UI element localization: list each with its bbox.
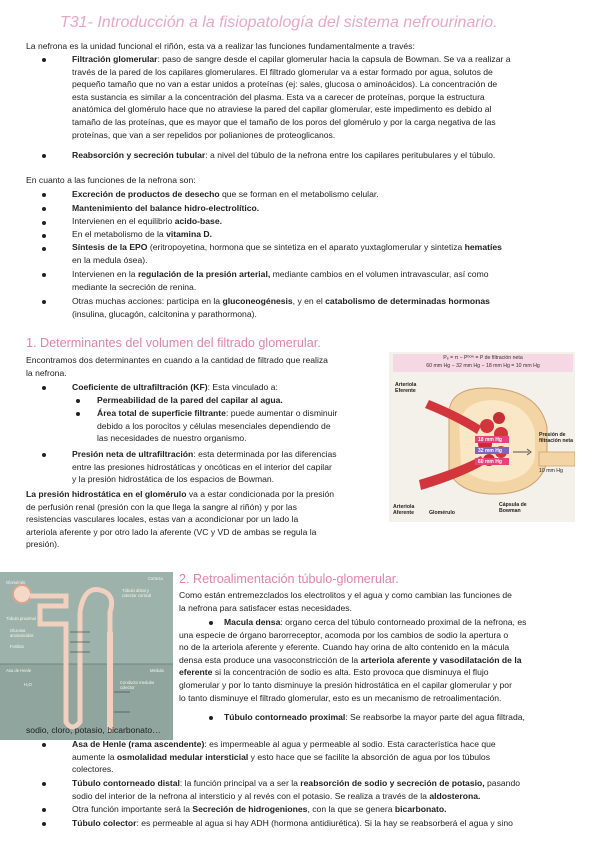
intro-paragraph: La nefrona es la unidad funcional el riñón, esta va a realizar las funciones fundamentalmente a través: [26, 41, 415, 51]
s2-text: densa esta produce una vasoconstricción de la [179, 654, 361, 665]
s2-bold: osmolalidad medular intersticial [116, 751, 249, 762]
fn-text: En el metabolismo de la [72, 229, 167, 239]
presion-hidrostatica-paragraph [26, 488, 386, 551]
s2-text: Otra función importante será la [72, 804, 193, 814]
fn-text: Otras muchas acciones: participa en la [72, 296, 223, 306]
fig2-tubulo-distal: Túbulo distal y [122, 588, 149, 593]
fig2-h2o: H₂O [24, 682, 32, 687]
function-vitamina-d [72, 228, 582, 241]
fn-line: (insulina, glucagón, calcitonina y parathormona). [72, 308, 257, 319]
bullet-dot [42, 58, 46, 62]
fig2-glomerulo: Glomérulo [6, 580, 26, 585]
glomerulus-figure [389, 352, 575, 522]
s2-bold: Túbulo contorneado distal [72, 778, 180, 788]
bullet-text: : a nivel del túbulo de la nefrona entre los capilares peritubulares y el túbulo. [205, 150, 496, 160]
fn-text: (eritropoyetina, hormona que se sintetiza en el aparato yuxtaglomerular y sintetiza [147, 242, 465, 252]
s1-line: arteriola aferente y por otro lado la aferente (VC y VD de ambas se regula la [26, 526, 317, 537]
s2-line: la nefrona para satisfacer estas necesidades. [179, 602, 352, 613]
fn-bold: gluconeogénesis [222, 296, 293, 306]
fn-bold: Excreción de productos de desecho [72, 189, 220, 199]
section1-heading: 1. Determinantes del volumen del filtrado glomerular. [26, 336, 321, 350]
s1-bold: Permeabilidad de la pared del capilar al agua. [97, 395, 283, 405]
fn-text: Intervienen en el equilibrio [72, 216, 175, 226]
fn-bold: Síntesis de la EPO [72, 242, 148, 252]
bullet-hidrogeniones [72, 803, 582, 816]
equation-line: Pₑ = π − Pᵇᵒʷ = P de filtración neta [443, 355, 523, 361]
sub-permeabilidad [97, 394, 387, 407]
label-presion-neta: Presión de filtración neta [539, 432, 574, 444]
fn-text: Intervienen en la [72, 269, 138, 279]
function-presion [72, 268, 582, 293]
s2-bold: arteriola aferente y vasodilatación de la [360, 654, 522, 665]
bullet-dot [42, 234, 46, 238]
s2-text: : Se reabsorbe la mayor parte del agua filtrada, [345, 712, 525, 722]
s2-text: : es permeable al agua si hay ADH (hormona antidiurética). Si la hay se reabsorberá el agua y sino [136, 818, 513, 828]
label-capsula: Cápsula de Bowman [499, 502, 527, 514]
bullet-text: : paso de sangre desde el capilar glomerular hacia la capsula de Bowman. Se va a realizar a [157, 54, 511, 64]
s2-text: y esto hace que se facilite la absorción de agua por los túbulos [248, 751, 490, 762]
fn-bold: regulación de la presión arterial, [137, 269, 271, 279]
section2-intro [179, 589, 579, 614]
label-glomerulo: Glomérulo [429, 510, 455, 516]
page-title: T31- Introducción a la fisiopatología del sistema nefrourinario. [60, 14, 498, 31]
sub-area [97, 407, 387, 445]
s2-text: : es impermeable al agua y permeable al sodio. Esta característica hace que [204, 739, 496, 749]
bullet-line: proteínas, que van a ser repelidos por polianiones de proteoglicanos. [72, 129, 336, 140]
fn-bold: Mantenimiento del balance hidro-electrolítico. [72, 203, 260, 213]
fn-text: , y en el [292, 296, 326, 306]
bullet-reabsorcion [72, 149, 582, 162]
s2-bold: Túbulo colector [72, 818, 137, 828]
s2-text: sodio del interior de la nefrona al intersticio y al revés con el potasio. Se realiza a través de la [72, 790, 430, 801]
s1-line: presión). [26, 539, 60, 550]
bullet-line: tamaño de las proteínas, que es mayor que el tamaño de los poros del glomérulo y por la carga negativa de las [72, 116, 496, 127]
bullet-dot [42, 273, 46, 277]
s1-bold: Área total de superficie filtrante [97, 408, 226, 418]
equation-line: 60 mm Hg − 32 mm Hg − 18 mm Hg = 10 mm Hg [426, 363, 540, 369]
bullet-dot [42, 743, 46, 747]
bullet-bold: Reabsorción y secreción tubular [72, 150, 206, 160]
bullet-dot [42, 193, 46, 197]
fn-line: mediante la secreción de renina. [72, 281, 197, 292]
bullet-dot [42, 221, 46, 225]
fig2-asa-henle: Asa de Henle [6, 668, 32, 673]
s1-line: y la presión hidrostática de los espacios de Bowman. [72, 474, 275, 485]
s1-line: debido a los porocitos y células mesenciales dependiendo de [97, 420, 331, 431]
fig2-corteza: Corteza [148, 576, 163, 581]
s2-line: Como están entremezclados los electrolitos y el agua y como cambian las funciones de [179, 590, 512, 600]
function-excrecion [72, 188, 582, 201]
fn-text: que se forman en el metabolismo celular. [219, 189, 379, 199]
bullet-asa-henle [72, 738, 582, 776]
s2-bold: Túbulo contorneado proximal [224, 712, 346, 722]
s1-line: Encontramos dos determinantes en cuando a la cantidad de filtrado que realiza [26, 355, 328, 365]
s1-text: : puede aumentar o disminuir [225, 408, 338, 418]
bullet-presion-neta [72, 448, 387, 486]
bullet-tcd [72, 777, 582, 802]
fn-bold: hematíes [464, 242, 502, 252]
label-32mm: 32 mm Hg [478, 448, 502, 454]
fig2-tubulo-proximal: Túbulo proximal [6, 616, 36, 621]
s1-bold: Presión neta de ultrafiltración [72, 449, 194, 459]
s2-text: , con la que se genera [307, 804, 395, 814]
bullet-dot [42, 154, 46, 158]
s2-bold: Macula densa [224, 617, 281, 627]
s1-bold: Coeficiente de ultrafiltración (KF) [72, 382, 208, 392]
fig2-fosfato: Fosfato [10, 644, 24, 649]
section1-intro [26, 354, 386, 379]
tcp-continuation: sodio, cloro, potasio, bicarbonato… [26, 725, 161, 735]
bullet-line: pequeño tamaño que no van a estar unidos a proteínas (ej: sales, glucosa o aminoácidos). La concentración de [72, 79, 498, 90]
s2-line: una especie de órgano barorreceptor, acomoda por los cambios de sodio la apertura o [179, 629, 509, 640]
fig2-colector: colector [120, 685, 135, 690]
s1-line: la nefrona. [26, 367, 67, 378]
bullet-dot [76, 399, 80, 403]
function-balance [72, 202, 582, 215]
s2-line: no de la arteriola aferente y eferente. Cuando hay orina de alto contenido en la mácula [179, 642, 510, 653]
s2-bold: Secreción de hidrogeniones [192, 804, 308, 814]
fig2-conducto: Conducto medular [120, 680, 155, 685]
label-18mm: 18 mm Hg [478, 437, 502, 443]
s2-bold: bicarbonato. [394, 804, 447, 814]
function-acido-base [72, 215, 582, 228]
bullet-line: anatómica del glomérulo hace que no atraviese la pared del capilar glomerular, este impedimento es debido al [72, 104, 492, 115]
s1-text: va a estar condicionada por la presión [186, 489, 335, 499]
bullet-line: esta sustancia es similar a la concentración del plasma. Esta va a carecer de proteínas, porque la estructura [72, 91, 485, 102]
s2-text: si la concentración de sodio es alta. Esto provoca que disminuya el flujo [212, 667, 489, 678]
fn-line: en la medula ósea). [72, 254, 148, 265]
s2-text: : organo cerca del túbulo contorneado proximal de la nefrona, es [280, 617, 527, 627]
fig2-glucosa: Glucosa [10, 628, 26, 633]
bullet-dot [42, 782, 46, 786]
s2-line: glomerular y por lo tanto disminuye la presión hidrostática en el capilar glomerular y por [179, 679, 512, 690]
function-otras [72, 295, 582, 320]
fig2-medula: Médula [150, 668, 164, 673]
fn-bold: acido-base. [174, 216, 223, 226]
bullet-dot [42, 386, 46, 390]
fn-bold: vitamina D. [166, 229, 212, 239]
s2-bold: eferente [179, 667, 213, 678]
bullet-dot [42, 808, 46, 812]
s1-line: de perfusión renal (presión con la que llega la sangre al riñón) y por las [26, 501, 297, 512]
s2-bold: aldosterona. [429, 790, 481, 801]
fig2-tubulo-distal-2: colector cortical [122, 593, 152, 598]
function-epo [72, 241, 582, 266]
bullet-tcp [179, 711, 579, 724]
bullet-dot [42, 453, 46, 457]
bullet-dot [76, 412, 80, 416]
s2-text: aumente la [72, 751, 117, 762]
s2-line: lo tanto disminuye el filtrado glomerular, esto es un mecanismo de retroalimentación. [179, 692, 502, 703]
bullet-dot [42, 822, 46, 826]
s1-line: resistencias vasculares locales, estas van a acondicionar por un lado la [26, 514, 299, 525]
label-presion-valor: 10 mm Hg [539, 468, 563, 474]
bullet-line: través de la pared de los capilares glomerulares. El filtrado glomerular va a estar formado por agua, solutos de [72, 66, 493, 77]
label-arteriola-aferente: Arteriola Aferente [393, 504, 415, 516]
bullet-bold: Filtración glomerular [72, 54, 158, 64]
fn-text: mediante cambios en el volumen intravascular, así como [270, 269, 489, 279]
s2-bold: Asa de Henle (rama ascendente) [72, 739, 205, 749]
s2-text: : la función principal va a ser la [179, 778, 301, 788]
s1-bold: La presión hidrostática en el glomérulo [26, 489, 187, 499]
bullet-dot [42, 207, 46, 211]
functions-intro: En cuanto a las funciones de la nefrona son: [26, 175, 196, 185]
bullet-filtracion [72, 53, 582, 141]
s2-line: colectores. [72, 764, 114, 775]
s2-bold: reabsorción de sodio y secreción de potasio, [300, 778, 485, 788]
s1-text: : esta determinada por las diferencias [193, 449, 337, 459]
label-60mm: 60 mm Hg [478, 459, 502, 465]
bullet-kf [72, 381, 382, 394]
label-arteriola-eferente: Arteriola Eferente [395, 382, 417, 394]
s1-text: : Esta vinculado a: [207, 382, 278, 392]
s2-text: pasando [484, 778, 521, 788]
section2-heading: 2. Retroalimentación túbulo-glomerular. [179, 572, 399, 586]
bullet-colector [72, 817, 582, 830]
fn-bold: catabolismo de determinadas hormonas [325, 296, 490, 306]
nephron-figure [0, 572, 173, 740]
s1-line: las necesidades de nuestro organismo. [97, 433, 247, 444]
bullet-dot [42, 247, 46, 251]
bullet-dot [42, 300, 46, 304]
fig2-aminoacidos: aminoácidos [10, 633, 34, 638]
bullet-macula-densa [179, 616, 579, 704]
s1-line: entre las presiones hidrostáticas y oncóticas en el interior del capilar [72, 461, 332, 472]
